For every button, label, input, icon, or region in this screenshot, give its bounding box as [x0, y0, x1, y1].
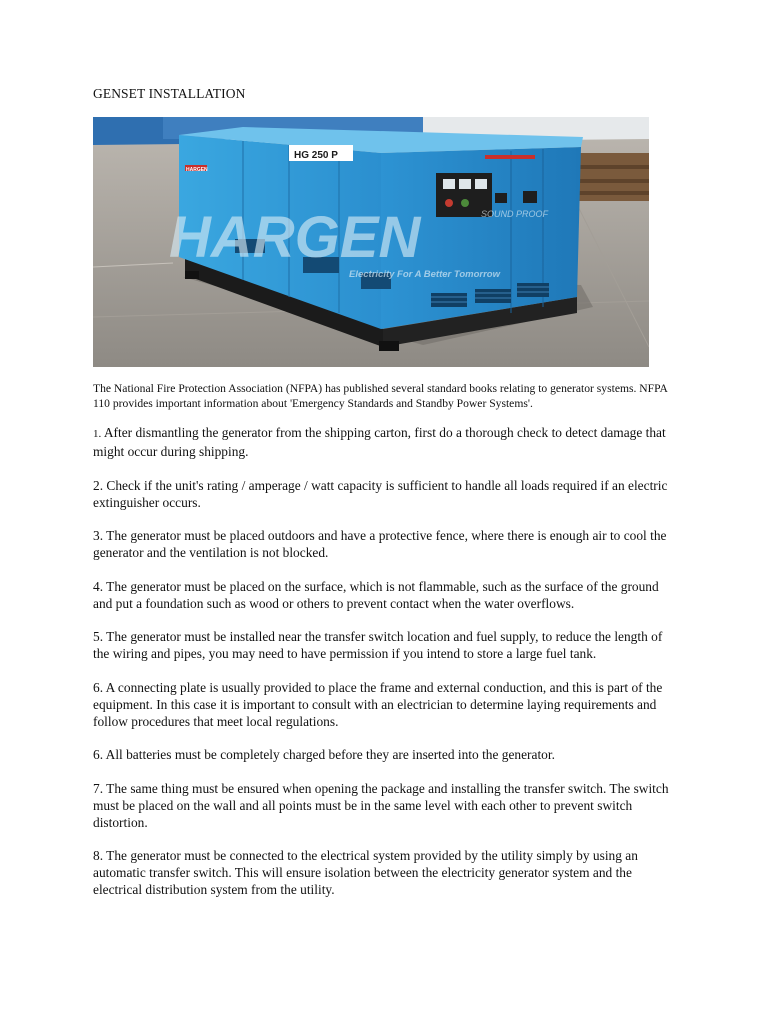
step-text: 6. All batteries must be completely charged before they are inserted into the generator.	[93, 747, 555, 762]
document-title: GENSET INSTALLATION	[93, 86, 246, 101]
watermark-tag: SOUND PROOF	[481, 209, 549, 219]
step-text: 4. The generator must be placed on the surface, which is not flammable, such as the surface of the ground and put a foundation such as wood or others to prevent contact when the water overflows.	[93, 578, 659, 611]
generator-illustration	[93, 117, 649, 367]
step-paragraph	[93, 679, 678, 730]
installation-steps	[93, 424, 678, 915]
step-text: 8. The generator must be connected to the electrical system provided by the utility simply by using an automatic transfer switch. This will ensure isolation between the electricity generator system and the electrical distribution system from the utility.	[93, 848, 638, 897]
step-paragraph	[93, 527, 678, 561]
step-text: 6. A connecting plate is usually provided to place the frame and external conduction, and this is part of the equipment. In this case it is important to consult with an electrician to determine laying requirements and follow procedures that meet local regulations.	[93, 679, 663, 729]
step-text: 3. The generator must be placed outdoors and have a protective fence, where there is enough air to cool the generator and the ventilation is not blocked.	[93, 528, 667, 560]
model-plate-text: HG 250 P	[294, 150, 338, 161]
intro-paragraph: The National Fire Protection Association (NFPA) has published several standard books relating to generator systems. NFPA 110 provides important information about 'Emergency Standards and Standby Power Systems'.	[93, 382, 668, 410]
step-paragraph	[93, 847, 678, 898]
watermark-brand: HARGEN	[169, 205, 421, 270]
step-paragraph	[93, 746, 678, 763]
watermark-slogan: Electricity For A Better Tomorrow	[349, 269, 500, 280]
step-paragraph	[93, 424, 678, 460]
step-text: 2. Check if the unit's rating / amperage / watt capacity is sufficient to handle all loads required if an electric extinguisher occurs.	[93, 477, 668, 510]
step-text: 7. The same thing must be ensured when opening the package and installing the transfer switch. The switch must be placed on the wall and all points must be in the same level with each other to prevent switch distortion.	[93, 780, 669, 830]
side-brand-label: HARGEN	[186, 167, 208, 173]
step-paragraph	[93, 477, 678, 511]
generator-photo	[93, 117, 649, 367]
step-paragraph	[93, 628, 678, 662]
step-number: 1.	[93, 428, 102, 440]
step-text: 5. The generator must be installed near the transfer switch location and fuel supply, to reduce the length of the wiring and pipes, you may need to have permission if you intend to store a large fuel tank.	[93, 629, 663, 661]
step-paragraph	[93, 578, 678, 612]
step-paragraph	[93, 780, 678, 831]
step-text: After dismantling the generator from the shipping carton, first do a thorough check to detect damage that might occur during shipping.	[93, 425, 666, 459]
